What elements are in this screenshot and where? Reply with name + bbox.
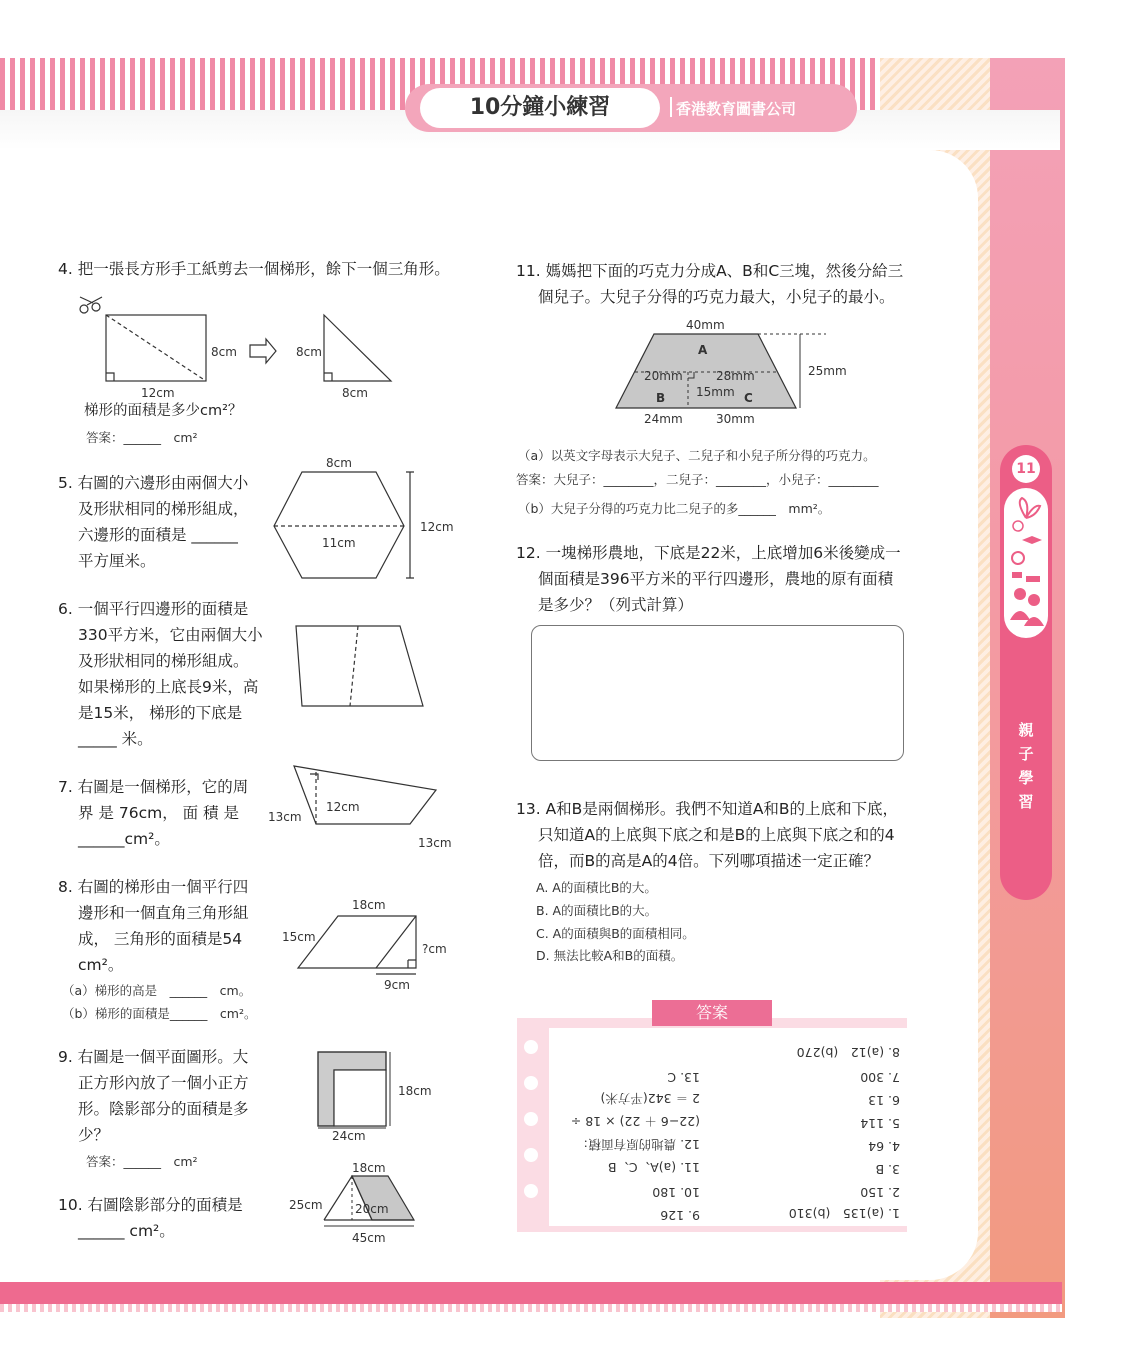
q5-line: 六邊形的面積是 ______ <box>78 526 238 544</box>
q11-text <box>516 258 903 310</box>
answer-item: 10. 180 <box>652 1185 700 1200</box>
side-label-char: 親 <box>1018 721 1034 739</box>
q6-text <box>58 596 263 752</box>
q13-option-c[interactable]: C. A的面積與B的面積相同。 <box>536 926 695 941</box>
q11-label-c: C <box>744 391 753 405</box>
q7-trapezoid <box>290 762 440 828</box>
q9-line: 9. 右圖是一個平面圖形。大 <box>58 1048 249 1066</box>
answer-item: 2. 150 <box>860 1185 900 1200</box>
q7-line: ______cm²。 <box>78 830 170 848</box>
q4-dim-w1: 12cm <box>141 386 175 400</box>
bottom-stripes <box>0 1304 1062 1312</box>
q6-parallelogram <box>292 622 427 710</box>
q8-dim-top: 18cm <box>352 898 386 912</box>
q11-dim-br: 30mm <box>716 412 755 426</box>
q7-dim-right: 13cm <box>418 836 452 850</box>
publisher-name: 香港教育圖書公司 <box>676 100 797 118</box>
q13-line: 倍，而B的高是A的4倍。下列哪項描述一定正確？ <box>538 852 880 870</box>
answer-item: 8. (a)12 (b)270 <box>796 1045 900 1060</box>
q5-text <box>58 470 249 574</box>
q11-dim-mid: 28mm <box>716 369 755 383</box>
q11-sub-a: （a）以英文字母表示大兒子、二兒子和小兒子所分得的巧克力。 <box>518 448 876 463</box>
divider <box>670 97 672 117</box>
q7-dim-left: 13cm <box>268 810 302 824</box>
q5-hexagon <box>270 468 420 583</box>
q11-sub-a-answer: 答案：大兒子：________，二兒子：________，小兒子：________ <box>516 472 879 487</box>
q11-dim-bl: 24mm <box>644 412 683 426</box>
q6-line: 330平方米，它由兩個大小 <box>78 626 263 644</box>
q8-text <box>58 874 249 978</box>
q8-dim-side: 15cm <box>282 930 316 944</box>
answer-item: 11. (a)A、C、B <box>607 1160 700 1175</box>
q9-answer: 答案：______ cm² <box>86 1154 198 1169</box>
q9-dim-bottom: 24cm <box>332 1129 366 1143</box>
q4-figure <box>78 295 408 400</box>
q7-text <box>58 774 248 852</box>
q9-dim-right: 18cm <box>398 1084 432 1098</box>
answer-item: 1. (a)135 (b)310 <box>788 1206 900 1221</box>
side-label-char: 習 <box>1018 793 1034 811</box>
q10-dim-left: 25cm <box>289 1198 323 1212</box>
q6-line: 是15米， 梯形的下底是 <box>78 704 243 722</box>
q4-dim-w2: 8cm <box>342 386 368 400</box>
q8-dim-bottom: 9cm <box>384 978 410 992</box>
answer-item: 4. 64 <box>868 1139 900 1154</box>
q5-line: 5. 右圖的六邊形由兩個大小 <box>58 474 249 492</box>
binder-hole <box>524 1112 538 1126</box>
family-learning-icon <box>1004 488 1048 638</box>
q11-line: 11. 媽媽把下面的巧克力分成A、B和C三塊，然後分給三 <box>516 262 904 280</box>
q13-option-b[interactable]: B. A的面積比B的大。 <box>536 903 658 918</box>
q5-dim-mid: 11cm <box>322 536 356 550</box>
q13-option-d[interactable]: D. 無法比較A和B的面積。 <box>536 948 684 963</box>
q9-text <box>58 1044 249 1148</box>
q10-dim-top: 18cm <box>352 1161 386 1175</box>
answer-item: 5. 114 <box>860 1116 900 1131</box>
q6-line: 6. 一個平行四邊形的面積是 <box>58 600 249 618</box>
q12-text <box>516 540 901 618</box>
q9-line: 正方形內放了一個小正方 <box>78 1074 249 1092</box>
q11-sub-b: （b）大兒子分得的巧克力比二兒子的多______ mm²。 <box>518 501 831 516</box>
q5-dim-top: 8cm <box>326 456 352 470</box>
answer-item: (22−6 ＋ 22) × 18 ÷ <box>570 1114 700 1129</box>
q10-dim-mid: 20cm <box>355 1202 389 1216</box>
binder-hole <box>524 1148 538 1162</box>
q5-line: 平方厘米。 <box>78 552 156 570</box>
side-icon-panel <box>1004 488 1048 638</box>
q8-line: 邊形和一個直角三角形組 <box>78 904 249 922</box>
q6-line: 如果梯形的上底長9米，高 <box>78 678 259 696</box>
q13-option-a[interactable]: A. A的面積比B的大。 <box>536 880 657 895</box>
q8-dim-right: ?cm <box>422 942 447 956</box>
q6-line: _____ 米。 <box>78 730 153 748</box>
binder-hole <box>524 1076 538 1090</box>
answer-item: 13. C <box>667 1070 700 1085</box>
answer-item: 12. 農地的原有面積： <box>576 1137 700 1152</box>
q8-sub-b: （b）梯形的面積是______ cm²。 <box>62 1006 257 1021</box>
q11-dim-left: 20mm <box>644 369 683 383</box>
q4-answer: 答案：______ cm² <box>86 430 198 445</box>
side-label <box>1016 718 1036 814</box>
q13-line: 13. A和B是兩個梯形。我們不知道A和B的上底和下底， <box>516 800 899 818</box>
q10-dim-bottom: 45cm <box>352 1231 386 1245</box>
q4-dim-h1: 8cm <box>211 345 237 359</box>
q9-squares <box>314 1048 394 1130</box>
q12-line: 是多少？（列式計算） <box>538 596 694 614</box>
q7-line: 7. 右圖是一個梯形，它的周 <box>58 778 249 796</box>
q11-dim-h: 15mm <box>696 385 735 399</box>
q4-ask: 梯形的面積是多少cm²？ <box>84 403 243 419</box>
q7-dim-height: 12cm <box>326 800 360 814</box>
q9-line: 少？ <box>78 1126 110 1144</box>
q10-figure <box>320 1172 418 1228</box>
q10-line: ______ cm²。 <box>78 1222 175 1240</box>
q6-line: 及形狀相同的梯形組成。 <box>78 652 249 670</box>
q13-line: 只知道A的上底與下底之和是B的上底與下底之和的4 <box>538 826 895 844</box>
answer-key-list <box>555 1038 900 1223</box>
q11-label-a: A <box>698 343 708 357</box>
q12-line: 12. 一塊梯形農地，下底是22米，上底增加6米後變成一 <box>516 544 901 562</box>
side-label-char: 學 <box>1018 769 1034 787</box>
q8-line: 成， 三角形的面積是54 <box>78 930 243 948</box>
bottom-band <box>0 1282 1062 1304</box>
answer-item: 9. 126 <box>660 1208 700 1223</box>
q12-line: 個面積是396平方米的平行四邊形，農地的原有面積 <box>538 570 894 588</box>
side-label-char: 子 <box>1018 745 1034 763</box>
q8-sub-a: （a）梯形的高是 ______ cm。 <box>62 983 252 998</box>
answer-key-title: 答案 <box>652 1000 772 1026</box>
q11-dim-top: 40mm <box>686 318 725 332</box>
q5-line: 及形狀相同的梯形組成， <box>78 500 249 518</box>
answer-item: 6. 13 <box>868 1093 900 1108</box>
q7-line: 界 是 76cm， 面 積 是 <box>78 804 239 822</box>
q8-line: cm²。 <box>78 956 124 974</box>
q4-dim-h2: 8cm <box>296 345 322 359</box>
binder-hole <box>524 1040 538 1054</box>
q10-line: 10. 右圖陰影部分的面積是 <box>58 1196 243 1214</box>
q11-dim-height: 25mm <box>808 364 847 378</box>
q13-text <box>516 796 898 874</box>
page-number: 11 <box>1012 455 1040 483</box>
page-title: 10分鐘小練習 <box>469 95 611 120</box>
q4-text: 4. 把一張長方形手工紙剪去一個梯形，餘下一個三角形。 <box>58 260 450 278</box>
answer-item: 2 ＝ 342(平方米) <box>600 1091 700 1106</box>
q5-dim-height: 12cm <box>420 520 454 534</box>
q12-answer-box[interactable] <box>531 625 904 761</box>
q8-line: 8. 右圖的梯形由一個平行四 <box>58 878 249 896</box>
answer-item: 7. 300 <box>860 1070 900 1085</box>
q10-text <box>58 1192 243 1244</box>
binder-hole <box>524 1184 538 1198</box>
q11-label-b: B <box>656 391 666 405</box>
q8-trapezoid <box>294 912 424 980</box>
q11-line: 個兒子。大兒子分得的巧克力最大，小兒子的最小。 <box>538 288 895 306</box>
q9-line: 形。陰影部分的面積是多 <box>78 1100 249 1118</box>
answer-item: 3. B <box>875 1162 900 1177</box>
